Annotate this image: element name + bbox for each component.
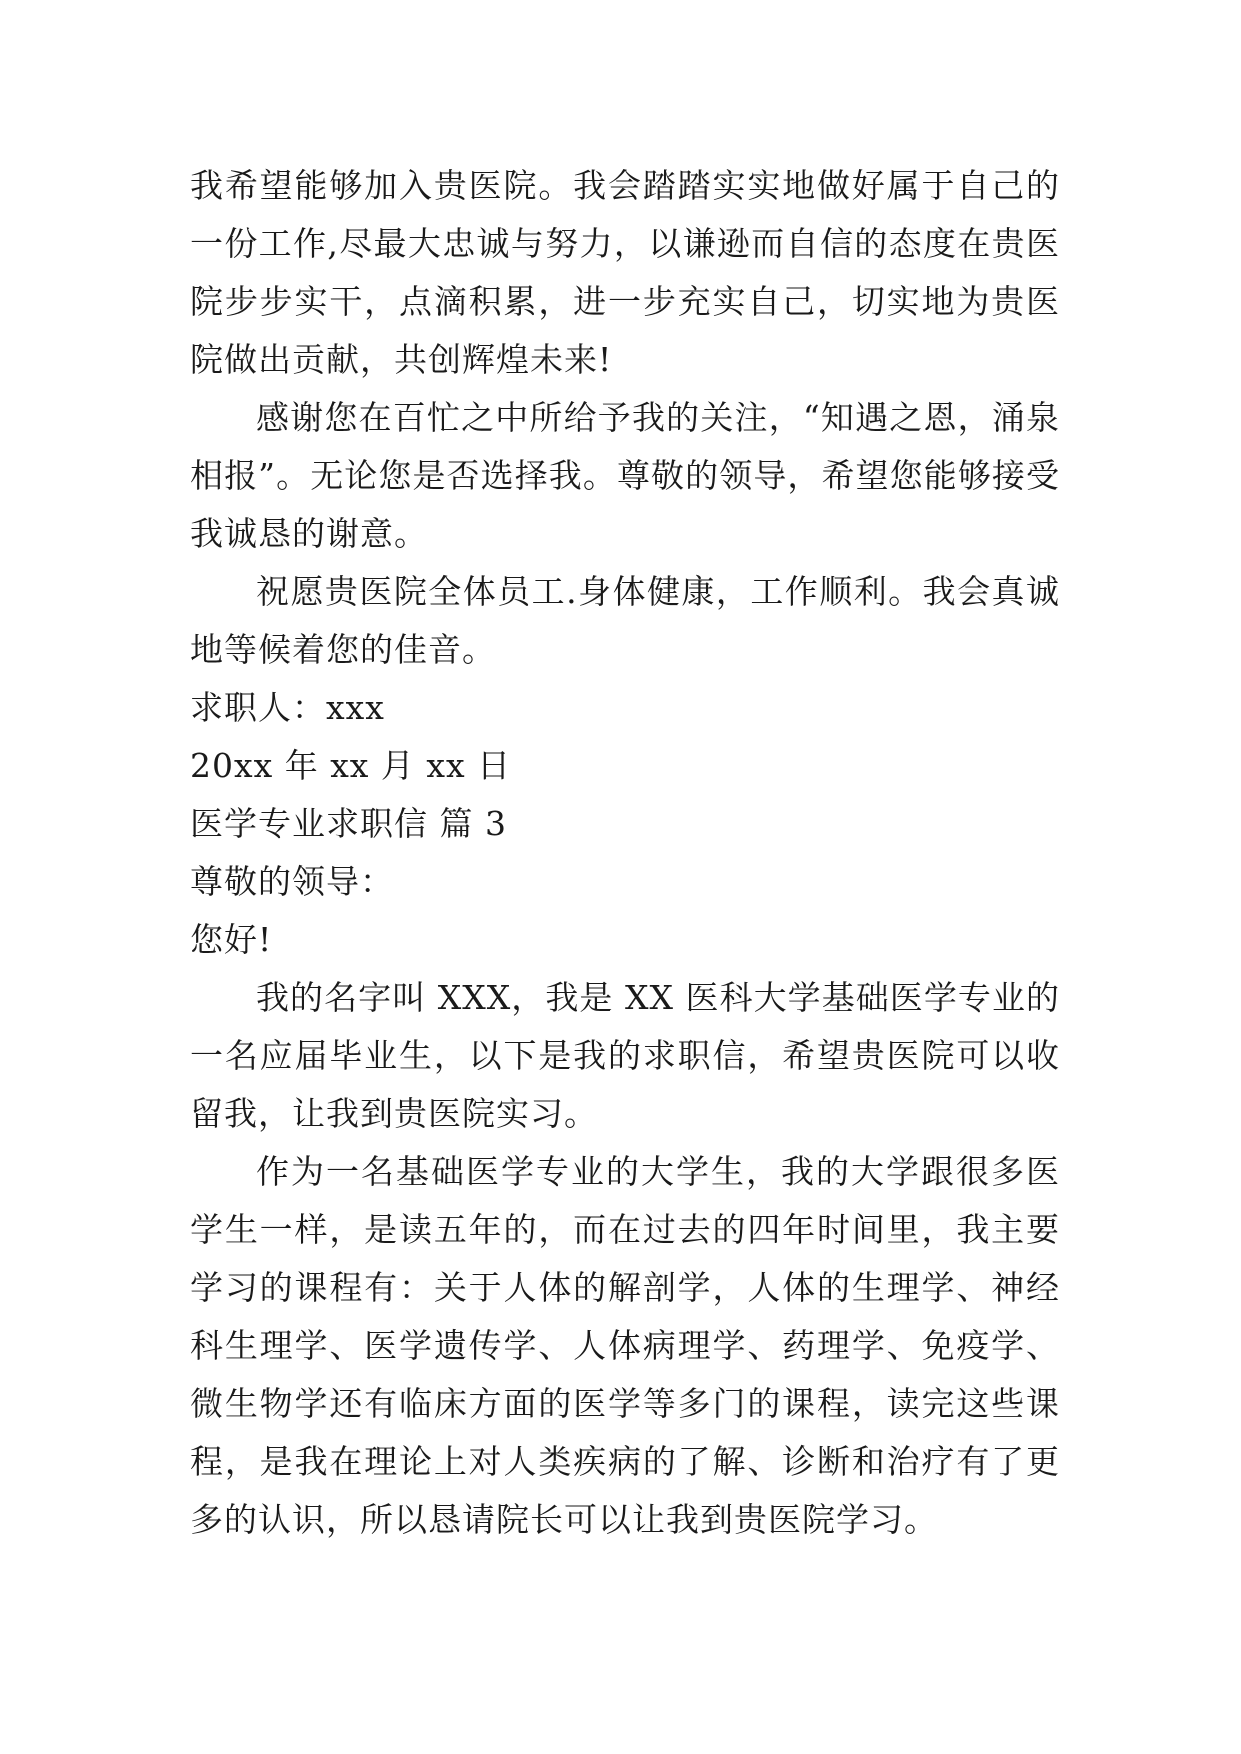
date-line: 20xx 年 xx 月 xx 日 [190,746,512,785]
paragraph-courses: 作为一名基础医学专业的大学生，我的大学跟很多医学生一样，是读五年的，而在过去的四年时间里，我主要学习的课程有：关于人体的解剖学，人体的生理学、神经科生理学、医学遗传学、人体病理学、药理学、免疫学、微生物学还有临床方面的医学等多门的课程，读完这些课程，是我在理论上对人类疾病的了解、诊断和治疗有了更多的认识，所以恳请院长可以让我到贵医院学习。 [190,1152,1060,1539]
salutation: 尊敬的领导： [190,862,394,901]
paragraph-introduction: 我的名字叫 XXX，我是 XX 医科大学基础医学专业的一名应届毕业生，以下是我的求职信，希望贵医院可以收留我，让我到贵医院实习。 [190,978,1060,1133]
letter-body [190,157,1060,1549]
signature-line: 求职人：xxx [190,688,385,727]
paragraph-wishes: 祝愿贵医院全体员工.身体健康，工作顺利。我会真诚地等候着您的佳音。 [190,572,1060,669]
section-title: 医学专业求职信 篇 3 [190,804,507,843]
greeting: 您好! [190,920,273,959]
paragraph-thanks: 感谢您在百忙之中所给予我的关注，“知遇之恩，涌泉相报”。无论您是否选择我。尊敬的领导，希望您能够接受我诚恳的谢意。 [190,398,1060,553]
paragraph-join-hospital: 我希望能够加入贵医院。我会踏踏实实地做好属于自己的一份工作,尽最大忠诚与努力，以谦逊而自信的态度在贵医院步步实干，点滴积累，进一步充实自己，切实地为贵医院做出贡献，共创辉煌未来! [190,166,1060,379]
